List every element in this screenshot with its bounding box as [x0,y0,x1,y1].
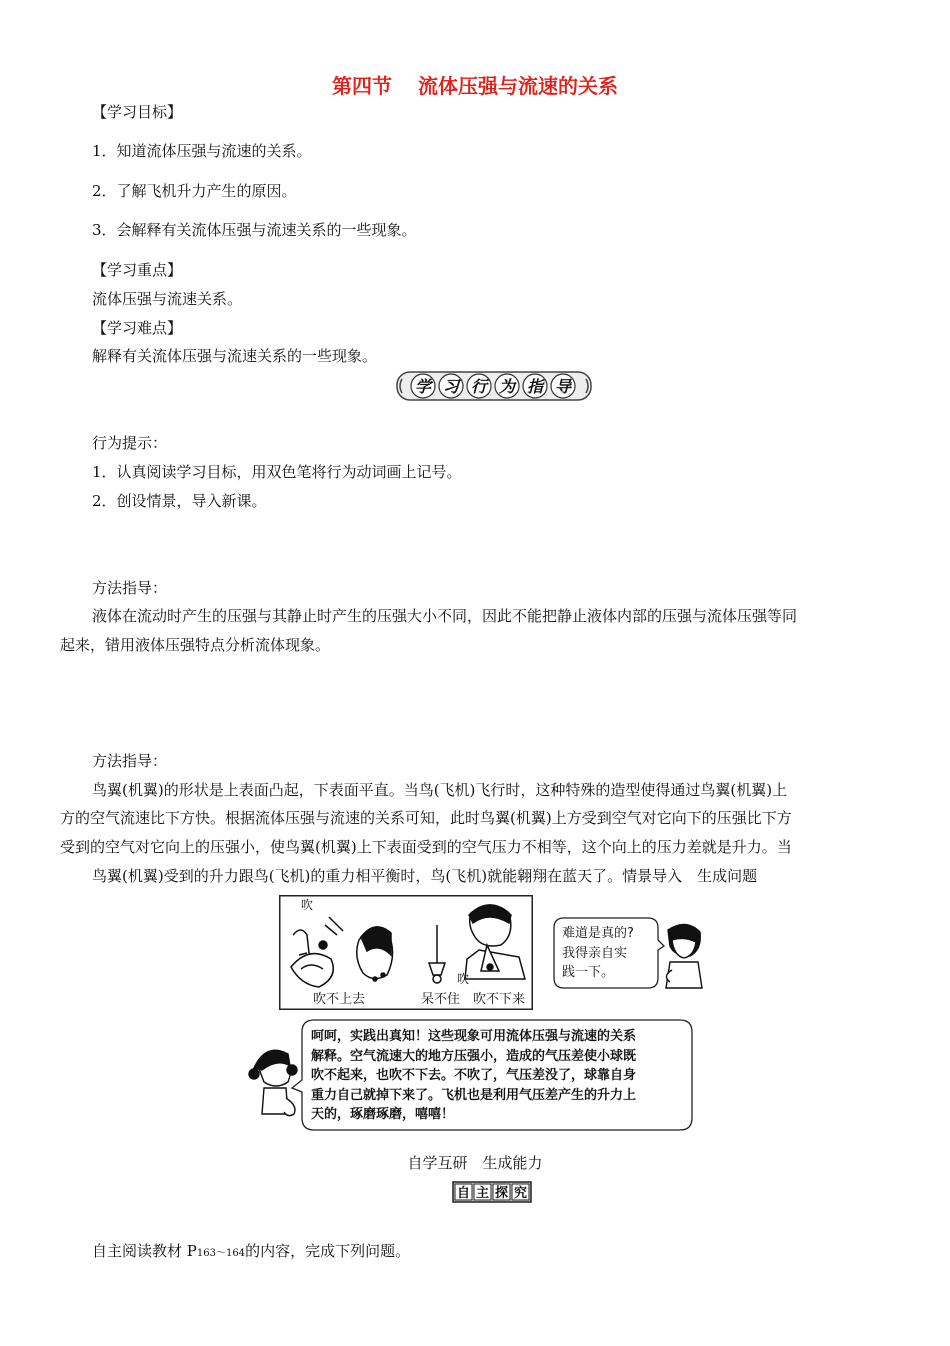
self-study-badge [452,1181,532,1203]
behavior-tip-2: 2．创设情景，导入新课。 [92,492,267,510]
reading-suffix: 的内容，完成下列问题。 [245,1242,411,1260]
badge-char-3: 探 [494,1186,509,1201]
behavior-tips-heading: 行为提示： [92,434,168,452]
method-2-line-4: 鸟翼(机翼)受到的升力跟鸟(飞机)的重力相平衡时，鸟(飞机)就能翱翔在蓝天了。情景导入 生成问题 [92,867,758,885]
reading-pages: 163～164 [196,1248,246,1259]
answer-line-3: 吹不起来，也吹不下去。不吹了，气压差没了，球靠自身 [311,1068,637,1083]
objectives-heading: 【学习目标】 [92,103,183,121]
banner-char-6: 导 [554,377,572,396]
method-1-line-2: 起来，错用液体压强特点分析流体现象。 [60,636,331,654]
banner-frame [396,369,592,403]
objective-item-1: 1．知道流体压强与流速的关系。 [92,142,312,160]
objective-item-2: 2．了解飞机升力产生的原因。 [92,182,297,200]
question-bubble-text [562,924,634,983]
label-blow-mid: 吹 [457,972,470,986]
section-banner [396,369,592,403]
section-number: 第四节 [332,74,392,98]
badge-char-2: 主 [475,1186,490,1201]
question-line-3: 践一下。 [562,965,615,980]
question-line-2: 我得亲自实 [562,945,628,961]
key-point-text: 流体压强与流速关系。 [92,290,243,308]
reading-prefix: 自主阅读教材 P [92,1242,197,1260]
key-point-heading: 【学习重点】 [92,261,183,279]
method-2-line-2: 方的空气流速比下方快。根据流体压强与流速的关系可知，此时鸟翼(机翼)上方受到空气对它向下的压强比下方 [60,809,792,827]
method-2-line-1: 鸟翼(机翼)的形状是上表面凸起，下表面平直。当鸟(飞机)飞行时，这种特殊的造型使得通过鸟翼(机翼)上 [92,781,788,799]
caption-cannot-stay: 呆不住 [421,992,461,1007]
banner-char-3: 行 [470,377,488,396]
answer-bubble-text [311,1027,636,1125]
reading-instruction [92,1241,410,1264]
section-title: 流体压强与流速的关系 [418,74,618,98]
banner-char-4: 为 [498,377,516,396]
curious-kid-drawing [666,924,702,988]
difficult-point-text: 解释有关流体压强与流速关系的一些现象。 [92,347,378,365]
label-blow-top: 吹 [301,898,314,912]
caption-cannot-blow-up: 吹不上去 [313,992,366,1007]
objective-item-3: 3．会解释有关流体压强与流速关系的一些现象。 [92,221,417,239]
difficult-point-heading: 【学习难点】 [92,319,183,337]
answer-line-2: 解释。空气流速大的地方压强小，造成的气压差使小球既 [311,1048,637,1064]
banner-char-2: 习 [442,377,460,396]
answer-line-1: 呵呵，实践出真知！这些现象可用流体压强与流速的关系 [311,1029,637,1044]
badge-char-4: 究 [513,1186,528,1201]
girl-blowing-drawing [357,927,393,981]
question-line-1: 难道是真的? [562,926,634,941]
banner-char-5: 指 [526,377,544,396]
method-heading-1: 方法指导： [92,579,168,597]
answer-line-5: 天的，琢磨琢磨，嘻嘻！ [311,1107,455,1122]
self-study-heading: 自学互研 生成能力 [407,1154,543,1172]
method-1-line-1: 液体在流动时产生的压强与其静止时产生的压强大小不同，因此不能把静止液体内部的压强与流体压强等同 [92,607,798,625]
caption-cannot-blow-down: 吹不下来 [473,992,526,1007]
badge-char-1: 自 [456,1186,471,1201]
banner-char-1: 学 [414,377,432,396]
explaining-girl-drawing [249,1050,297,1115]
experiment-illustration [279,895,533,1010]
method-heading-2: 方法指导： [92,752,168,770]
method-2-line-3: 受到的空气对它向上的压强小，使鸟翼(机翼)上下表面受到的空气压力不相等，这个向上的压力差就是升力。当 [60,838,792,856]
answer-line-4: 重力自己就掉下来了。飞机也是利用气压差产生的升力上 [311,1087,637,1103]
behavior-tip-1: 1．认真阅读学习目标，用双色笔将行为动词画上记号。 [92,463,462,481]
page-title [0,70,950,99]
